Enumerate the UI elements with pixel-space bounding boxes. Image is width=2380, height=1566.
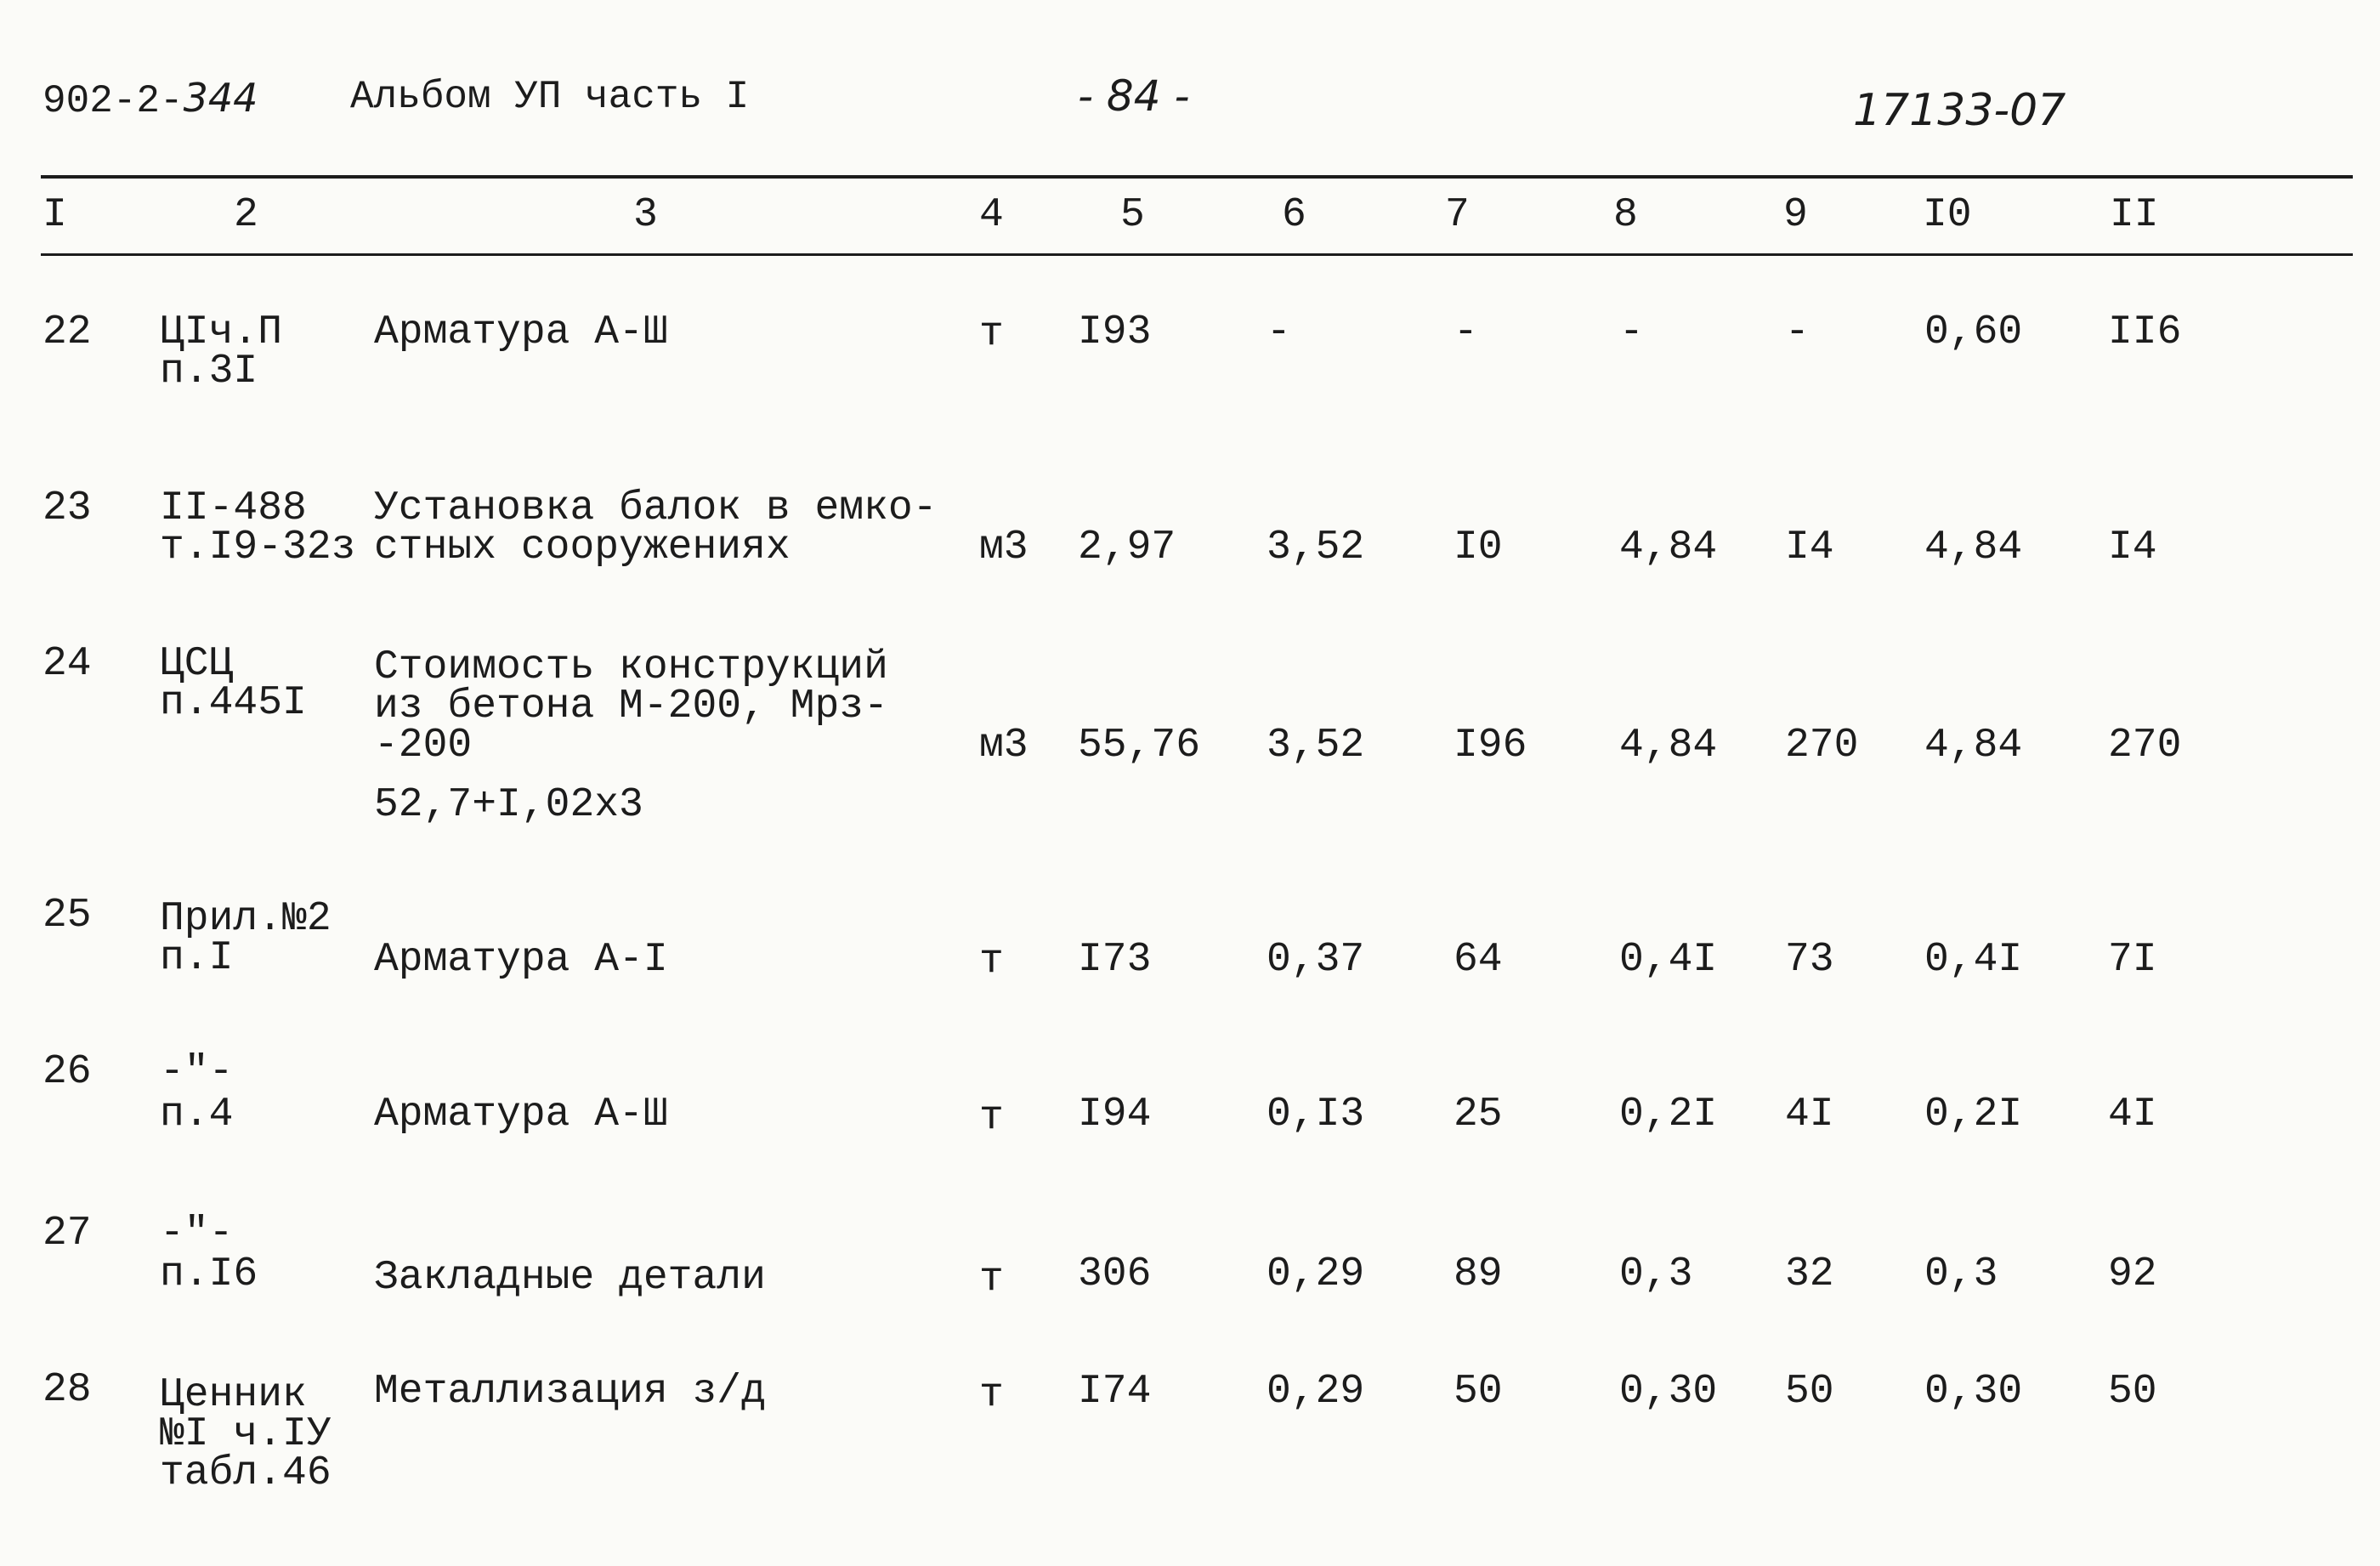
cell-col6: 3,52 — [1266, 525, 1365, 570]
cell-col7: I0 — [1454, 525, 1503, 570]
cell-col11: 7I — [2108, 937, 2157, 983]
cell-col11: II6 — [2108, 309, 2182, 355]
ref-line: табл.46 — [160, 1450, 332, 1496]
cell-col9: 4I — [1785, 1092, 1834, 1138]
column-header: 6 — [1282, 192, 1306, 238]
cell-col5: I74 — [1078, 1369, 1152, 1415]
cell-col8: - — [1619, 309, 1644, 355]
unit: т — [979, 311, 1004, 357]
ref-line: №I ч.IУ — [160, 1411, 332, 1457]
cell-col7: I96 — [1454, 723, 1527, 769]
ref-line: п.I6 — [160, 1251, 258, 1297]
cell-col5: 55,76 — [1078, 723, 1201, 769]
cell-col5: I73 — [1078, 937, 1152, 983]
cell-col7: - — [1454, 309, 1478, 355]
cell-col9: 270 — [1785, 723, 1859, 769]
description-line: Металлизация з/д — [374, 1369, 766, 1415]
row-number: 26 — [42, 1049, 92, 1095]
ref-line: п.445I — [160, 680, 307, 726]
cell-col8: 0,3 — [1619, 1251, 1693, 1297]
cell-col6: 0,29 — [1266, 1251, 1365, 1297]
cell-col8: 4,84 — [1619, 525, 1718, 570]
cell-col6: 0,37 — [1266, 937, 1365, 983]
row-number: 22 — [42, 309, 92, 355]
column-header: 4 — [979, 192, 1004, 238]
ref-line: Ценник — [160, 1372, 307, 1418]
cell-col9: 73 — [1785, 937, 1834, 983]
cell-col6: 3,52 — [1266, 723, 1365, 769]
cell-col7: 50 — [1454, 1369, 1503, 1415]
cell-col7: 25 — [1454, 1092, 1503, 1138]
column-header: 5 — [1120, 192, 1145, 238]
row-number: 24 — [42, 641, 92, 687]
cell-col10: 0,4I — [1924, 937, 2023, 983]
column-header: II — [2110, 192, 2159, 238]
cell-col11: 92 — [2108, 1251, 2157, 1297]
cell-col11: 4I — [2108, 1092, 2157, 1138]
table-header-rule — [41, 253, 2353, 256]
ref-line: ЦIч.П — [160, 309, 283, 355]
ref-line: -"- — [160, 1211, 234, 1257]
unit: т — [979, 939, 1004, 984]
cell-col10: 4,84 — [1924, 723, 2023, 769]
cell-col7: 64 — [1454, 937, 1503, 983]
cell-col5: 306 — [1078, 1251, 1152, 1297]
column-header: 8 — [1613, 192, 1638, 238]
column-header: 9 — [1783, 192, 1808, 238]
cell-col6: - — [1266, 309, 1291, 355]
table-top-rule — [41, 175, 2353, 179]
cell-col8: 0,30 — [1619, 1369, 1718, 1415]
album-code-printed: 902-2- — [42, 79, 184, 123]
row-number: 23 — [42, 485, 92, 531]
column-header: I0 — [1923, 192, 1972, 238]
row-number: 28 — [42, 1367, 92, 1413]
column-header: 3 — [633, 192, 658, 238]
column-header: 7 — [1445, 192, 1470, 238]
cell-col10: 4,84 — [1924, 525, 2023, 570]
description-line: из бетона М-200, Мрз- — [374, 684, 888, 729]
cell-col5: I93 — [1078, 309, 1152, 355]
cell-col7: 89 — [1454, 1251, 1503, 1297]
cell-col11: I4 — [2108, 525, 2157, 570]
description-line: Арматура А-Ш — [374, 1092, 668, 1138]
unit: т — [979, 1095, 1004, 1141]
cell-col9: - — [1785, 309, 1810, 355]
cell-col10: 0,30 — [1924, 1369, 2023, 1415]
description-line: Арматура А-Ш — [374, 309, 668, 355]
description-line: Арматура А-I — [374, 937, 668, 983]
album-title: Альбом УП часть I — [350, 75, 750, 119]
cell-col11: 50 — [2108, 1369, 2157, 1415]
description-line: Стоимость конструкций — [374, 644, 888, 690]
column-header: I — [42, 192, 67, 238]
description-line: стных сооружениях — [374, 525, 790, 570]
cell-col5: 2,97 — [1078, 525, 1176, 570]
cell-col5: I94 — [1078, 1092, 1152, 1138]
cell-col8: 0,4I — [1619, 937, 1718, 983]
cell-col6: 0,I3 — [1266, 1092, 1365, 1138]
description-line: Установка балок в емко- — [374, 485, 938, 531]
cell-col10: 0,3 — [1924, 1251, 1998, 1297]
ref-line: п.3I — [160, 349, 258, 394]
ref-line: -"- — [160, 1049, 234, 1095]
album-code — [42, 75, 258, 123]
unit: т — [979, 1257, 1004, 1302]
cell-col8: 0,2I — [1619, 1092, 1718, 1138]
cell-col11: 270 — [2108, 723, 2182, 769]
cell-col10: 0,60 — [1924, 309, 2023, 355]
cell-col9: 50 — [1785, 1369, 1834, 1415]
cell-col6: 0,29 — [1266, 1369, 1365, 1415]
ref-line: п.4 — [160, 1092, 234, 1138]
ref-line: т.I9-32з — [160, 525, 356, 570]
row-number: 25 — [42, 893, 92, 939]
unit: т — [979, 1372, 1004, 1418]
cell-col8: 4,84 — [1619, 723, 1718, 769]
row-number: 27 — [42, 1211, 92, 1257]
album-code-handwritten: 344 — [183, 75, 258, 121]
page-number: - 84 - — [1078, 71, 1190, 121]
cell-col10: 0,2I — [1924, 1092, 2023, 1138]
description-line: Закладные детали — [374, 1255, 766, 1301]
column-header: 2 — [234, 192, 258, 238]
ref-line: п.I — [160, 935, 234, 981]
cell-col9: I4 — [1785, 525, 1834, 570]
ref-line: II-488 — [160, 485, 307, 531]
description-line: -200 — [374, 723, 473, 769]
unit: м3 — [979, 723, 1028, 769]
unit: м3 — [979, 525, 1028, 570]
document-number: 17133-07 — [1853, 85, 2066, 136]
cell-col9: 32 — [1785, 1251, 1834, 1297]
ref-line: ЦСЦ — [160, 641, 234, 687]
ref-line: Прил.№2 — [160, 896, 332, 942]
description-calc: 52,7+I,02х3 — [374, 782, 643, 828]
